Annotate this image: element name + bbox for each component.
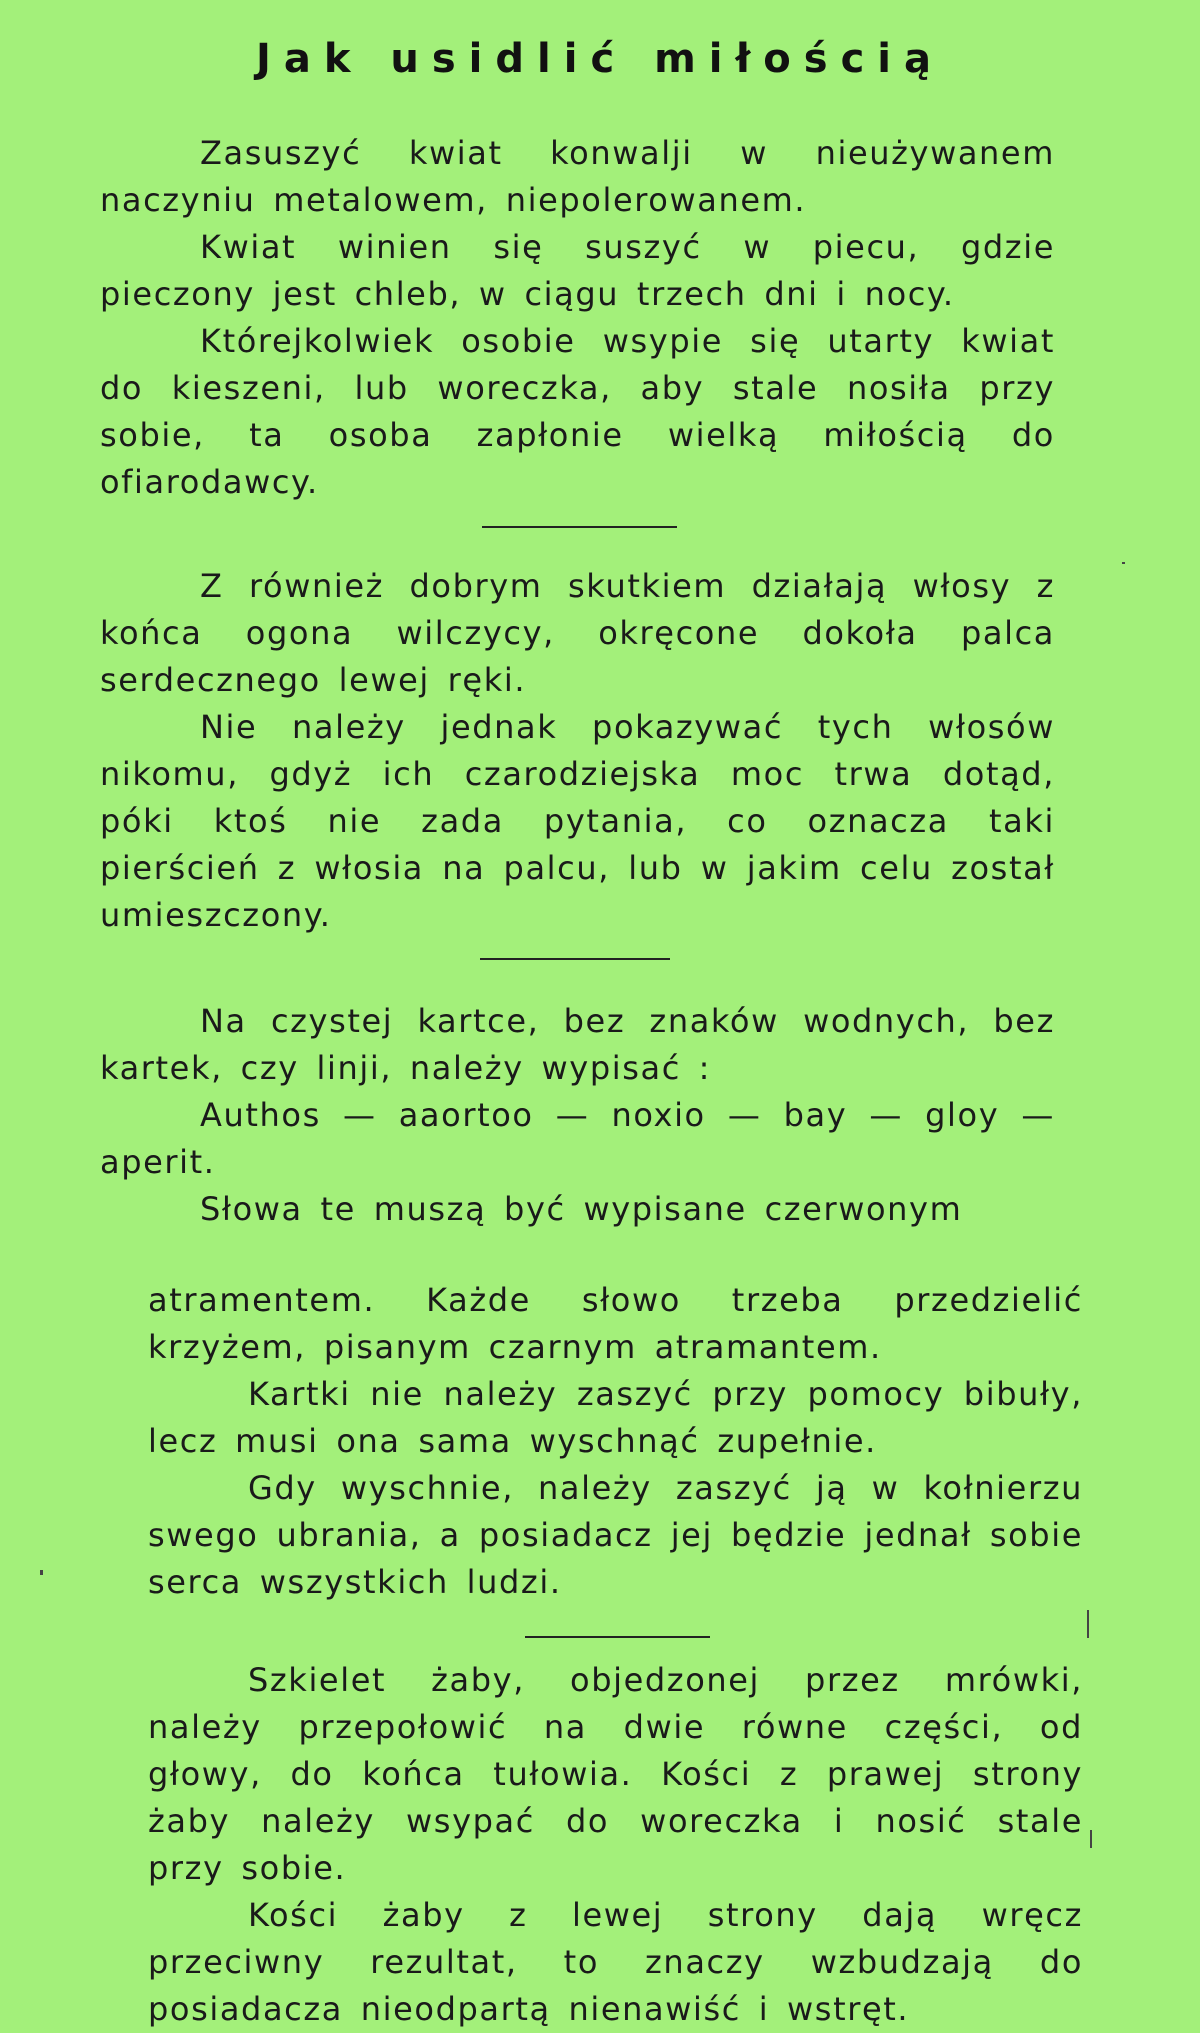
- paragraph: Kartki nie należy zaszyć przy pomocy bibuły, lecz musi ona sama wyschnąć zupełnie.: [148, 1375, 1083, 1460]
- paragraph: Z również dobrym skutkiem działają włosy z końca ogona wilczycy, okręcone dokoła palca serdecznego lewej ręki.: [100, 567, 1055, 699]
- paragraph: Zasuszyć kwiat konwalji w nieużywanem naczyniu metalowem, niepolerowanem.: [100, 134, 1055, 219]
- page-title: Jak usidlić miłością: [255, 36, 945, 82]
- section-divider: [525, 1636, 710, 1638]
- paragraph: Kwiat winien się suszyć w piecu, gdzie pieczony jest chleb, w ciągu trzech dni i nocy.: [100, 228, 1055, 313]
- paragraph: Na czystej kartce, bez znaków wodnych, bez kartek, czy linji, należy wypisać :: [100, 1002, 1055, 1087]
- scan-speck: [40, 1570, 43, 1575]
- paragraph: Szkielet żaby, objedzonej przez mrówki, należy przepołowić na dwie równe części, od głowy, do końca tułowia. Kości z prawej strony żaby należy wsypać do woreczka i nosić stale przy sobie.: [148, 1661, 1083, 1887]
- section-divider: [480, 958, 670, 960]
- scan-speck: [1087, 1610, 1089, 1638]
- paragraph: Kości żaby z lewej strony dają wręcz przeciwny rezultat, to znaczy wzbudzają do posiadacza nieodpartą nienawiść i wstręt.: [148, 1896, 1083, 2028]
- section-zaba: [148, 1657, 1083, 2033]
- paragraph: atramentem. Każde słowo trzeba przedzielić krzyżem, pisanym czarnym atramantem.: [148, 1281, 1083, 1366]
- paragraph: Authos — aaortoo — noxio — bay — gloy — aperit.: [100, 1096, 1055, 1181]
- scan-speck: [1090, 1830, 1092, 1848]
- section-kartka-bottom: [148, 1277, 1083, 1606]
- section-divider: [482, 526, 677, 528]
- scan-speck: [1122, 562, 1125, 564]
- paragraph: Którejkolwiek osobie wsypie się utarty kwiat do kieszeni, lub woreczka, aby stale nosiła przy sobie, ta osoba zapłonie wielką miłością do ofiarodawcy.: [100, 322, 1055, 501]
- paragraph: Słowa te muszą być wypisane czerwonym: [200, 1190, 963, 1228]
- section-wilczyca: [100, 563, 1055, 939]
- paragraph: Nie należy jednak pokazywać tych włosów nikomu, gdyż ich czarodziejska moc trwa dotąd, póki ktoś nie zada pytania, co oznacza taki pierścień z włosia na palcu, lub w jakim celu został umieszczony.: [100, 708, 1055, 934]
- paragraph: Gdy wyschnie, należy zaszyć ją w kołnierzu swego ubrania, a posiadacz jej będzie jednał sobie serca wszystkich ludzi.: [148, 1469, 1083, 1601]
- section-konwalia: [100, 130, 1055, 506]
- section-kartka-top: [100, 998, 1055, 1233]
